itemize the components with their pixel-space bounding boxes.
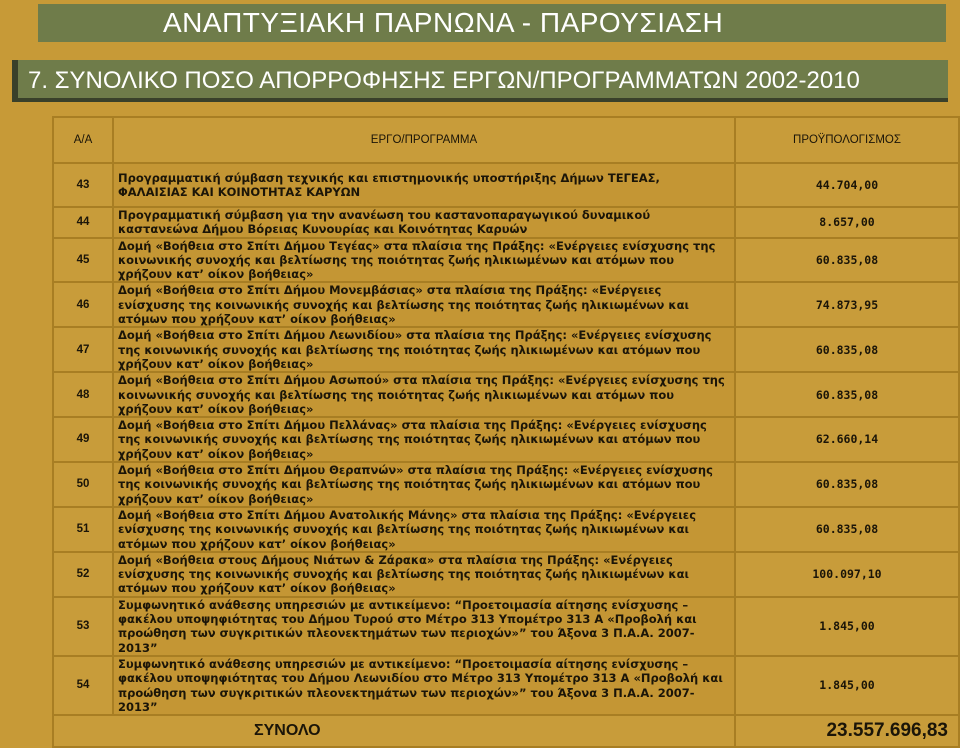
table-row [53, 163, 959, 207]
table-row [53, 238, 959, 283]
row-id: 44 [53, 207, 113, 238]
row-id: 52 [53, 552, 113, 597]
table-row [53, 597, 959, 656]
row-id: 45 [53, 238, 113, 283]
table-row [53, 372, 959, 417]
row-budget: 1.845,00 [735, 597, 959, 656]
row-budget: 8.657,00 [735, 207, 959, 238]
table-row [53, 507, 959, 552]
projects-table [52, 116, 960, 748]
row-budget: 60.835,08 [735, 372, 959, 417]
row-project: Δομή «Βοήθεια στο Σπίτι Δήμου Ανατολικής Μάνης» στα πλαίσια της Πράξης: «Ενέργειες ενίσχυσης της κοινωνικής συνοχής και βελτίωσης της ποιότητας ζωής ηλικιωμένων και ατόμων που χρήζουν κατ’ οίκον βοήθειας» [113, 507, 735, 552]
row-project: Συμφωνητικό ανάθεσης υπηρεσιών με αντικείμενο: “Προετοιμασία αίτησης ενίσχυσης – φακέλου υποψηφιότητας του Δήμου Τυρού στο Μέτρο 313 Υπομέτρο 313 Α «Προβολή και προώθηση των συγκριτικών πλεονεκτημάτων των περιοχών»” του Άξονα 3 Π.Α.Α. 2007-2013” [113, 597, 735, 656]
row-budget: 44.704,00 [735, 163, 959, 207]
row-project: Δομή «Βοήθεια στο Σπίτι Δήμου Ασωπού» στα πλαίσια της Πράξης: «Ενέργειες ενίσχυσης της κοινωνικής συνοχής και βελτίωσης της ποιότητας ζωής ηλικιωμένων και ατόμων που χρήζουν κατ’ οίκον βοήθειας» [113, 372, 735, 417]
row-id: 54 [53, 656, 113, 715]
row-budget: 100.097,10 [735, 552, 959, 597]
row-project: Συμφωνητικό ανάθεσης υπηρεσιών με αντικείμενο: “Προετοιμασία αίτησης ενίσχυσης – φακέλου υποψηφιότητας του Δήμου Λεωνιδίου στο Μέτρο 313 Υπομέτρο 313 Α «Προβολή και προώθηση των συγκριτικών πλεονεκτημάτων των περιοχών»” του Άξονα 3 Π.Α.Α. 2007-2013” [113, 656, 735, 715]
total-row [53, 715, 959, 747]
row-budget: 1.845,00 [735, 656, 959, 715]
table-row [53, 656, 959, 715]
header-project: ΕΡΓΟ/ΠΡΟΓΡΑΜΜΑ [113, 117, 735, 163]
total-label: ΣΥΝΟΛΟ [53, 715, 735, 747]
total-value: 23.557.696,83 [735, 715, 959, 747]
row-id: 48 [53, 372, 113, 417]
row-project: Προγραμματική σύμβαση για την ανανέωση του καστανοπαραγωγικού δυναμικού καστανεώνα Δήμου Βόρειας Κυνουρίας και Κοινότητας Καρυών [113, 207, 735, 238]
row-id: 47 [53, 327, 113, 372]
row-id: 50 [53, 462, 113, 507]
table-row [53, 552, 959, 597]
row-budget: 60.835,08 [735, 507, 959, 552]
row-budget: 74.873,95 [735, 282, 959, 327]
row-budget: 60.835,08 [735, 462, 959, 507]
table-row [53, 282, 959, 327]
row-project: Δομή «Βοήθεια στο Σπίτι Δήμου Μονεμβάσιας» στα πλαίσια της Πράξης: «Ενέργειες ενίσχυσης της κοινωνικής συνοχής και βελτίωσης της ποιότητας ζωής ηλικιωμένων και ατόμων που χρήζουν κατ’ οίκον βοήθειας» [113, 282, 735, 327]
row-budget: 60.835,08 [735, 238, 959, 283]
table-row [53, 417, 959, 462]
table-row [53, 207, 959, 238]
section-subtitle: 7. ΣΥΝΟΛΙΚΟ ΠΟΣΟ ΑΠΟΡΡΟΦΗΣΗΣ ΕΡΓΩΝ/ΠΡΟΓΡΑΜΜΑΤΩΝ 2002-2010 [12, 60, 948, 102]
row-budget: 62.660,14 [735, 417, 959, 462]
table-header-row [53, 117, 959, 163]
header-id: Α/Α [53, 117, 113, 163]
table-row [53, 462, 959, 507]
table-row [53, 327, 959, 372]
row-id: 51 [53, 507, 113, 552]
row-budget: 60.835,08 [735, 327, 959, 372]
row-project: Δομή «Βοήθεια στο Σπίτι Δήμου Λεωνιδίου» στα πλαίσια της Πράξης: «Ενέργειες ενίσχυσης της κοινωνικής συνοχής και βελτίωσης της ποιότητας ζωής ηλικιωμένων και ατόμων που χρήζουν κατ’ οίκον βοήθειας» [113, 327, 735, 372]
row-id: 46 [53, 282, 113, 327]
row-project: Δομή «Βοήθεια στο Σπίτι Δήμου Θεραπνών» στα πλαίσια της Πράξης: «Ενέργειες ενίσχυσης της κοινωνικής συνοχής και βελτίωσης της ποιότητας ζωής ηλικιωμένων και ατόμων που χρήζουν κατ’ οίκον βοήθειας» [113, 462, 735, 507]
row-id: 53 [53, 597, 113, 656]
row-id: 43 [53, 163, 113, 207]
row-project: Προγραμματική σύμβαση τεχνικής και επιστημονικής υποστήριξης Δήμων ΤΕΓΕΑΣ, ΦΑΛΑΙΣΙΑΣ ΚΑΙ ΚΟΙΝΟΤΗΤΑΣ ΚΑΡΥΩΝ [113, 163, 735, 207]
page-title: ΑΝΑΠΤΥΞΙΑΚΗ ΠΑΡΝΩΝΑ - ΠΑΡΟΥΣΙΑΣΗ [38, 4, 946, 42]
row-project: Δομή «Βοήθεια στους Δήμους Νιάτων & Ζάρακα» στα πλαίσια της Πράξης: «Ενέργειες ενίσχυσης της κοινωνικής συνοχής και βελτίωσης της ποιότητας ζωής ηλικιωμένων και ατόμων που χρήζουν κατ’ οίκον βοήθειας» [113, 552, 735, 597]
row-project: Δομή «Βοήθεια στο Σπίτι Δήμου Πελλάνας» στα πλαίσια της Πράξης: «Ενέργειες ενίσχυσης της κοινωνικής συνοχής και βελτίωσης της ποιότητας ζωής ηλικιωμένων και ατόμων που χρήζουν κατ’ οίκον βοήθειας» [113, 417, 735, 462]
row-id: 49 [53, 417, 113, 462]
header-budget: ΠΡΟΫΠΟΛΟΓΙΣΜΟΣ [735, 117, 959, 163]
row-project: Δομή «Βοήθεια στο Σπίτι Δήμου Τεγέας» στα πλαίσια της Πράξης: «Ενέργειες ενίσχυσης της κοινωνικής συνοχής και βελτίωσης της ποιότητας ζωής ηλικιωμένων και ατόμων που χρήζουν κατ’ οίκον βοήθειας» [113, 238, 735, 283]
